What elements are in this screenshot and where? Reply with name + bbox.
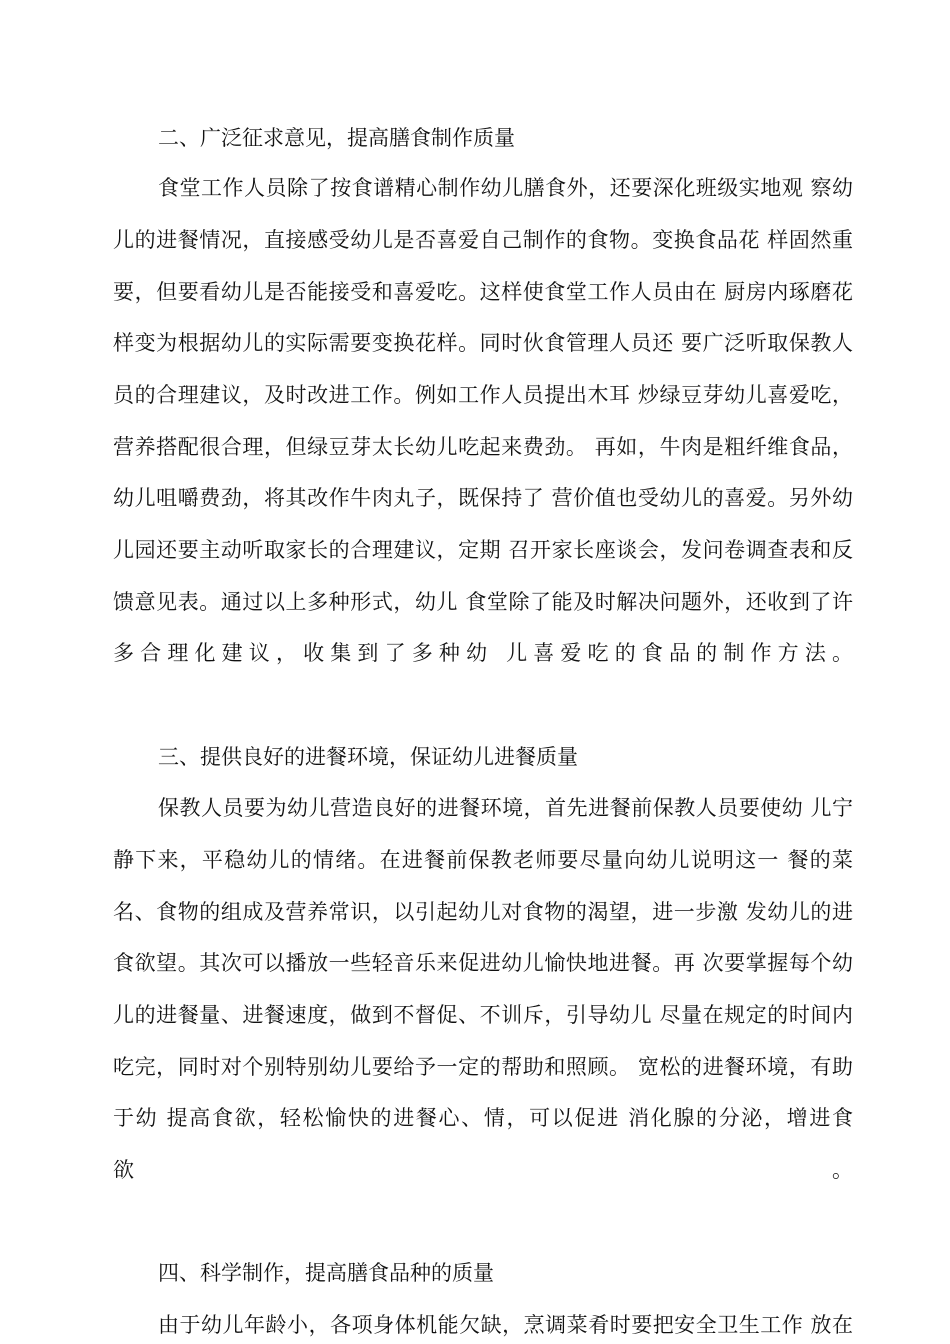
text-line: 多合理化建议，收集到了多种幼 儿喜爱吃的食品的制作方法。 [113, 641, 853, 665]
text-line: 食欲望。其次可以播放一些轻音乐来促进幼儿愉快地进餐。再 次要掌握每个幼 [113, 951, 853, 975]
text-line: 由于幼儿年龄小，各项身体机能欠缺，烹调菜肴时要把安全卫生工作 放在 [158, 1313, 853, 1337]
section-heading-4: 四、科学制作，提高膳食品种的质量 [158, 1261, 494, 1285]
section-heading-3: 三、提供良好的进餐环境，保证幼儿进餐质量 [158, 745, 578, 769]
text-line: 静下来，平稳幼儿的情绪。在进餐前保教老师要尽量向幼儿说明这一 餐的菜 [113, 848, 853, 872]
text-line: 名、食物的组成及营养常识，以引起幼儿对食物的渴望，进一步激 发幼儿的进 [113, 900, 853, 924]
text-line: 儿的进餐量、进餐速度，做到不督促、不训斥，引导幼儿 尽量在规定的时间内 [113, 1003, 853, 1027]
text-line: 营养搭配很合理，但绿豆芽太长幼儿吃起来费劲。 再如，牛肉是粗纤维食品， [113, 435, 853, 459]
text-line: 要，但要看幼儿是否能接受和喜爱吃。这样使食堂工作人员由在 厨房内琢磨花 [113, 280, 853, 304]
text-line: 欲。 [113, 1158, 853, 1182]
text-line: 食堂工作人员除了按食谱精心制作幼儿膳食外，还要深化班级实地观 察幼 [158, 176, 853, 200]
text-line: 馈意见表。通过以上多种形式，幼儿 食堂除了能及时解决问题外，还收到了许 [113, 590, 853, 614]
section-heading-2: 二、广泛征求意见，提高膳食制作质量 [158, 126, 515, 150]
text-line: 吃完，同时对个别特别幼儿要给予一定的帮助和照顾。 宽松的进餐环境，有助 [113, 1055, 853, 1079]
text-line: 幼儿咀嚼费劲，将其改作牛肉丸子，既保持了 营价值也受幼儿的喜爱。另外幼 [113, 486, 853, 510]
text-line: 于幼 提高食欲，轻松愉快的进餐心、情，可以促进 消化腺的分泌，增进食 [113, 1106, 853, 1130]
text-line: 儿的进餐情况，直接感受幼儿是否喜爱自己制作的食物。变换食品花 样固然重 [113, 228, 853, 252]
text-line: 儿园还要主动听取家长的合理建议，定期 召开家长座谈会，发问卷调查表和反 [113, 538, 853, 562]
text-line: 保教人员要为幼儿营造良好的进餐环境，首先进餐前保教人员要使幼 儿宁 [158, 796, 853, 820]
text-line: 员的合理建议，及时改进工作。例如工作人员提出木耳 炒绿豆芽幼儿喜爱吃， [113, 383, 853, 407]
text-line: 样变为根据幼儿的实际需要变换花样。同时伙食管理人员还 要广泛听取保教人 [113, 331, 853, 355]
